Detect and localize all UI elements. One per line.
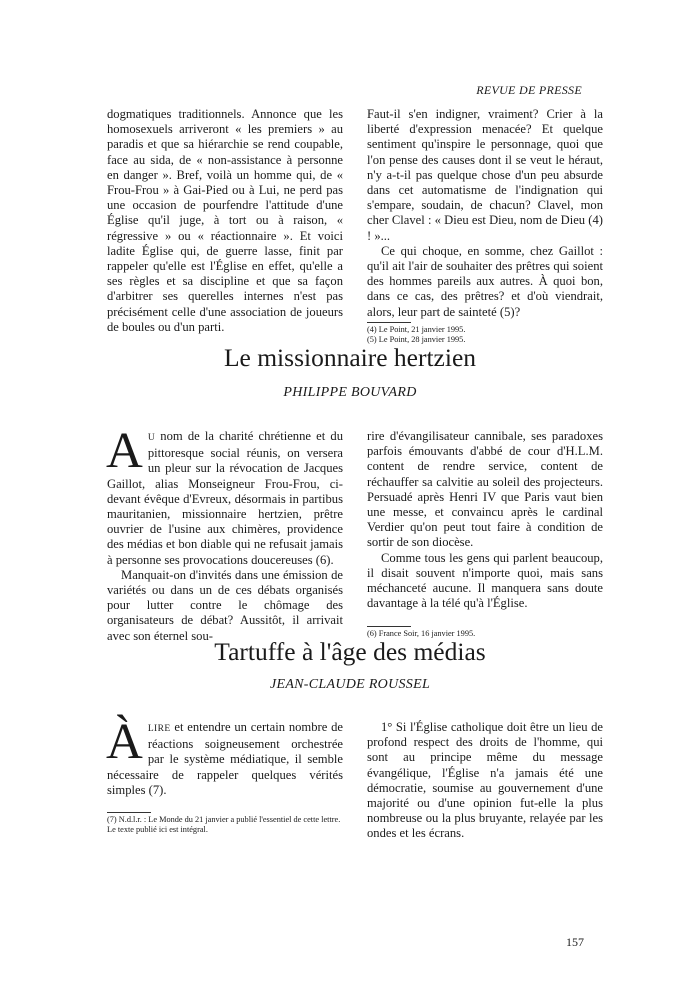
footnote-rule	[107, 812, 151, 813]
article1-drop-cap: A	[106, 423, 143, 479]
footnote-7: (7) N.d.l.r. : Le Monde du 21 janvier a publié l'essentiel de cette lettre. Le texte publié ici est intégral.	[107, 815, 341, 835]
top-right-column	[367, 107, 603, 345]
page-number: 157	[566, 935, 584, 949]
footnote-rule	[367, 626, 411, 627]
footnote-rule	[367, 322, 411, 323]
article2-left-column	[106, 714, 343, 835]
top-left-paragraph: dogmatiques traditionnels. Annonce que les homosexuels arriveront « les premiers » au paradis et que sa hiérarchie se rend coupable, face au sida, de « non-assistance à personne en danger ». Bref, voilà un homme qui, de « Frou-Frou » à Gai-Pied ou à Lui, ne perd pas une occasion de pourfendre l'attitude d'une Église qu'il juge, à tort ou à raison, « régressive » ou « réactionnaire ». Et voici ladite Église qui, de guerre lasse, finit par rappeler qu'elle est l'Église en effet, qu'elle a ses règles et sa discipline et que sa façon d'arbitrer ses querelles internes n'est pas précisément celle d'une association de joueurs de boules ou d'un parti.	[107, 107, 343, 334]
article1-left-paragraph-2: Manquait-on d'invités dans une émission de variétés ou dans un de ces débats organisés pour lutter contre le chômage des organisateurs de débat? Aussitôt, il arrivait avec son éternel sou-	[107, 567, 343, 643]
article1-title: Le missionnaire hertzien	[223, 343, 477, 372]
article1-right-paragraph-2: Comme tous les gens qui parlent beaucoup, il disait souvent n'importe quoi, mais sans méchanceté aucune. Il manquera sans doute davantage à la télé qu'à l'Église.	[367, 550, 603, 611]
article1-right-column	[367, 429, 603, 639]
article2-right-paragraph: 1° Si l'Église catholique doit être un lieu de profond respect des droits de l'homme, qui sont au principe même du message évangélique, l'Église n'a jamais été une démocratie, soumise au gouvernement d'une majorité ou d'une opinion fut-elle la plus nombreuse ou la plus bruyante, relayée par les ondes et les écrans.	[367, 720, 603, 841]
article2-left-paragraph-text: et entendre un certain nombre de réactions soigneusement orchestrée par le système médiatique, il semble nécessaire de rappeler quelques vérités simples (7).	[107, 720, 343, 797]
top-footnotes	[367, 322, 603, 345]
article2-footnotes	[107, 812, 343, 835]
article2-title: Tartuffe à l'âge des médias	[214, 637, 486, 666]
article2-author: JEAN-CLAUDE ROUSSEL	[269, 677, 431, 692]
article2-left-paragraph	[106, 714, 343, 798]
article1-left-paragraph-1	[106, 423, 343, 568]
article1-lead-small-caps: U	[147, 433, 156, 443]
article1-left-paragraph-1-text: nom de la charité chrétienne et du pittoresque social réunis, on versera un pleur sur la révocation de Jacques Gaillot, alias Monseigneur Frou-Frou, ci-devant évêque d'Evreux, désormais in partibus mauritanien, missionnaire hertzien, prêtre ouvrier de l'usine aux chimères, providence des médias et bon diable qui ne refusait jamais à personne ses provocations doucereuses (6).	[107, 429, 343, 567]
article2-drop-cap: À	[106, 714, 143, 770]
top-left-column	[107, 107, 343, 335]
article1-author: PHILIPPE BOUVARD	[283, 385, 417, 400]
footnote-5: (5) Le Point, 28 janvier 1995.	[367, 334, 466, 344]
article2-lead-small-caps: LIRE	[147, 724, 171, 734]
top-right-paragraph-1: Faut-il s'en indigner, vraiment? Crier à la liberté d'expression menacée? Et quelque sentiment qu'inspire le personnage, quoi que l'on pense des causes dont il se veut le héraut, n'y a-t-il pas quelque chose d'un peu absurde dans cet automatisme de l'indignation qui s'empare, soudain, de chacun? Clavel, mon cher Clavel : « Dieu est Dieu, nom de Dieu (4) ! »...	[367, 107, 603, 243]
article2-right-column	[367, 720, 603, 842]
top-right-paragraph-2: Ce qui choque, en somme, chez Gaillot : qu'il ait l'air de souhaiter des prêtres qui soient des hommes pareils aux autres. À quoi bon, dans ce cas, des prêtres? et d'où viendrait, alors, leur part de sainteté (5)?	[367, 243, 603, 319]
article1-left-column	[106, 423, 343, 644]
article1-right-paragraph-1: rire d'évangilisateur cannibale, ses paradoxes parfois émouvants d'abbé de cour d'H.L.M. content de rendre service, content de réchauffer sa calvitie au soleil des projecteurs. Persuadé après Henri IV que Paris vaut bien une messe, et convaincu après le cardinal Verdier qu'on peut tout faire à condition de sortir de son diocèse.	[367, 429, 603, 550]
footnote-6: (6) France Soir, 16 janvier 1995.	[367, 629, 476, 639]
running-header: REVUE DE PRESSE	[476, 83, 582, 97]
footnote-4: (4) Le Point, 21 janvier 1995.	[367, 324, 466, 334]
